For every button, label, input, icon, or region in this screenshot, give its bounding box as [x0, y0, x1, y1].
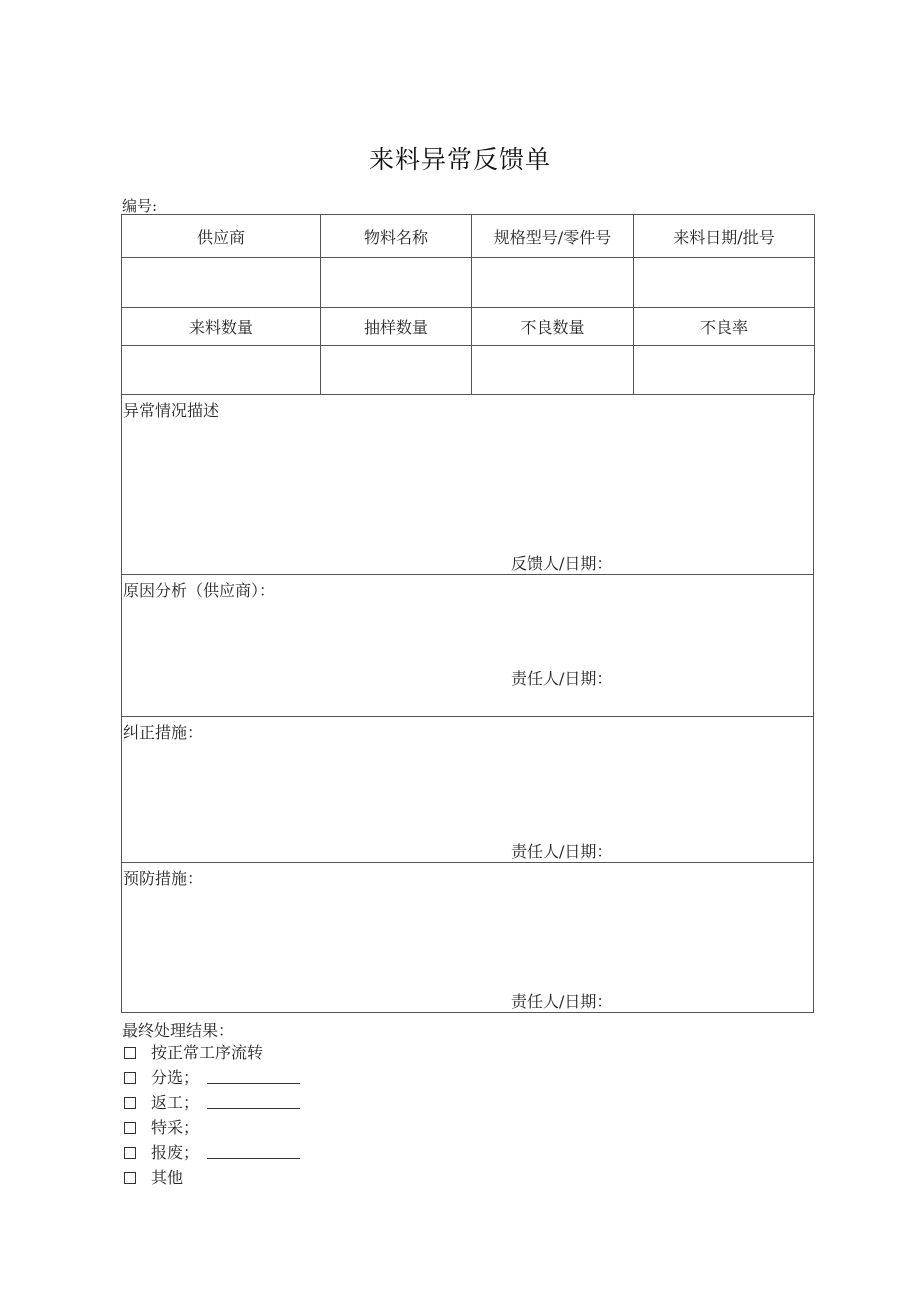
cell-sample-qty[interactable] [321, 346, 472, 395]
option-label: 返工； [151, 1093, 200, 1112]
cause-analysis-label: 原因分析（供应商）： [123, 581, 276, 600]
table-input-row-2 [122, 346, 815, 395]
header-supplier: 供应商 [122, 215, 321, 258]
header-spec-part-number: 规格型号/零件号 [472, 215, 634, 258]
preventive-action-label: 预防措施： [123, 869, 204, 888]
cell-date-batch[interactable] [634, 258, 815, 308]
final-result-title: 最终处理结果： [122, 1021, 235, 1040]
correction-responsible-date-label: 责任人/日期： [511, 842, 613, 861]
header-date-batch: 来料日期/批号 [634, 215, 815, 258]
cause-analysis-section[interactable] [121, 575, 814, 717]
cause-responsible-date-label: 责任人/日期： [511, 669, 613, 688]
serial-number-label: 编号: [122, 197, 158, 215]
abnormal-description-label: 异常情况描述 [123, 401, 220, 420]
option-label: 报废； [151, 1143, 200, 1162]
form-title: 来料异常反馈单 [368, 145, 551, 174]
header-defect-qty: 不良数量 [472, 308, 634, 346]
header-sample-qty: 抽样数量 [321, 308, 472, 346]
fill-in-blank-line[interactable] [207, 1108, 300, 1109]
table-header-row-2 [122, 308, 815, 346]
cell-spec-part-number[interactable] [472, 258, 634, 308]
option-label: 特采； [151, 1118, 200, 1137]
option-label: 分选； [151, 1068, 200, 1087]
header-material-name: 物料名称 [321, 215, 472, 258]
table-input-row-1 [122, 258, 815, 308]
checkbox-icon[interactable] [124, 1147, 136, 1159]
prevention-responsible-date-label: 责任人/日期： [511, 992, 613, 1011]
cell-material-name[interactable] [321, 258, 472, 308]
option-label: 其他 [151, 1168, 184, 1187]
cell-defect-rate[interactable] [634, 346, 815, 395]
header-defect-rate: 不良率 [634, 308, 815, 346]
checkbox-icon[interactable] [124, 1172, 136, 1184]
checkbox-icon[interactable] [124, 1122, 136, 1134]
checkbox-icon[interactable] [124, 1072, 136, 1084]
header-incoming-qty: 来料数量 [122, 308, 321, 346]
fill-in-blank-line[interactable] [207, 1083, 300, 1084]
table-header-row-1 [122, 215, 815, 258]
preventive-action-section[interactable] [121, 863, 814, 1013]
cell-incoming-qty[interactable] [122, 346, 321, 395]
checkbox-icon[interactable] [124, 1047, 136, 1059]
option-label: 按正常工序流转 [151, 1043, 264, 1062]
corrective-action-label: 纠正措施： [123, 723, 204, 742]
material-info-table [121, 214, 815, 395]
feedback-person-date-label: 反馈人/日期： [511, 554, 613, 573]
checkbox-icon[interactable] [124, 1097, 136, 1109]
abnormal-description-section[interactable] [121, 395, 814, 575]
cell-defect-qty[interactable] [472, 346, 634, 395]
cell-supplier[interactable] [122, 258, 321, 308]
corrective-action-section[interactable] [121, 717, 814, 863]
fill-in-blank-line[interactable] [207, 1158, 300, 1159]
